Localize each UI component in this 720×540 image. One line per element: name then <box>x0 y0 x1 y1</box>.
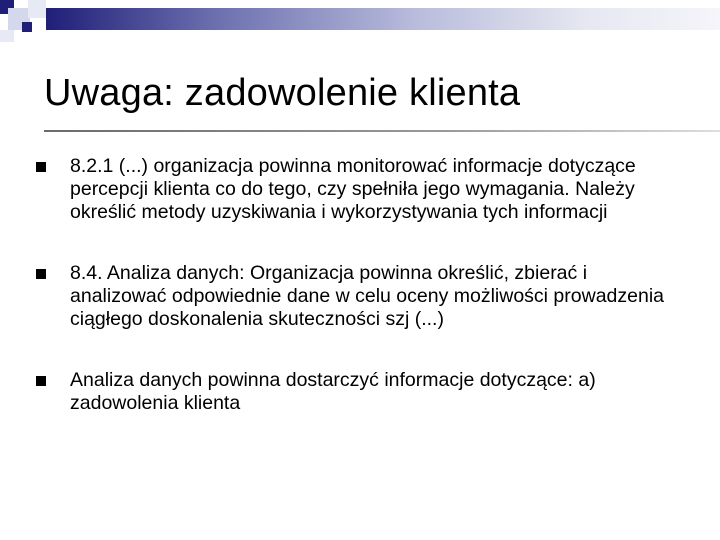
bullet-list <box>36 155 696 453</box>
title-divider <box>44 130 720 132</box>
bullet-text: Analiza danych powinna dostarczyć informacje dotyczące: a) zadowolenia klienta <box>70 369 596 414</box>
slide-title: Uwaga: zadowolenie klienta <box>44 72 521 114</box>
corner-square-decoration <box>28 0 46 18</box>
bullet-item <box>36 262 696 331</box>
bullet-text: 8.2.1 (...) organizacja powinna monitorować informacje dotyczące percepcji klienta co do tego, czy spełniła jego wymagania. Należy określić metody uzyskiwania i wykorzystywania tych informacji <box>70 155 636 223</box>
top-gradient-band <box>46 8 720 30</box>
corner-square-decoration <box>22 22 32 32</box>
square-bullet-icon <box>36 269 46 279</box>
bullet-text: 8.4. Analiza danych: Organizacja powinna określić, zbierać i analizować odpowiednie dane w celu oceny możliwości prowadzenia ciągłego doskonalenia skuteczności szj (...) <box>70 262 665 330</box>
square-bullet-icon <box>36 376 46 386</box>
corner-square-decoration <box>0 30 14 42</box>
bullet-item <box>36 155 696 224</box>
square-bullet-icon <box>36 162 46 172</box>
bullet-item <box>36 369 696 415</box>
